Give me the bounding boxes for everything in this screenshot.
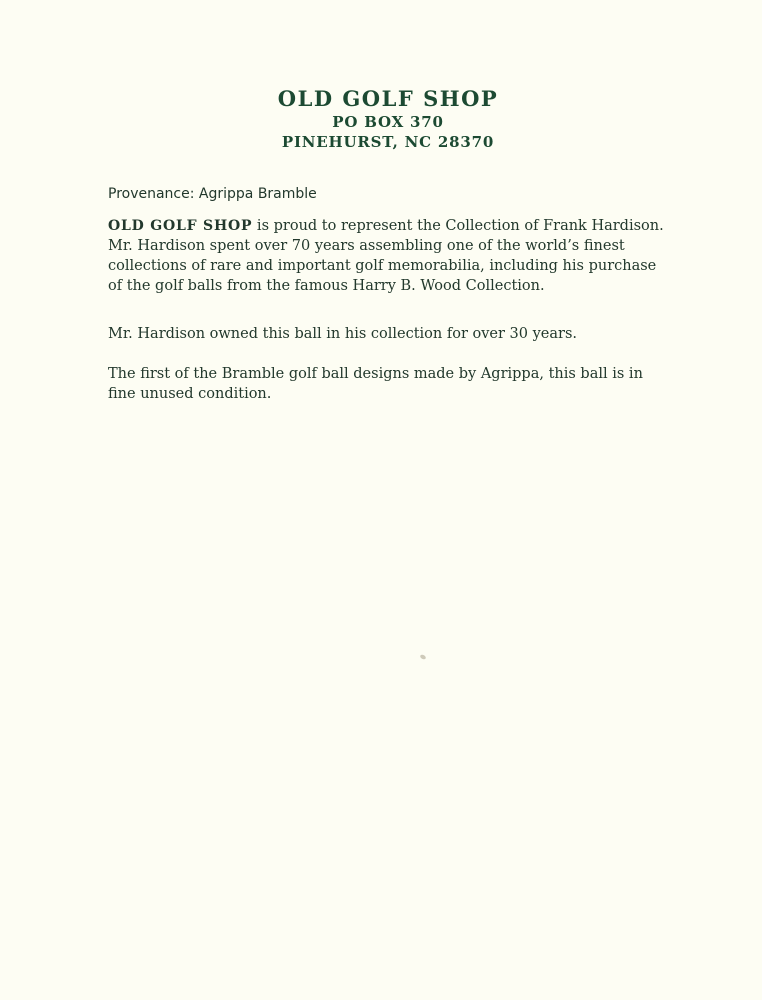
paper-speck bbox=[419, 654, 426, 660]
provenance-line: Provenance: Agrippa Bramble bbox=[108, 186, 317, 202]
address-line-2: PINEHURST, NC 28370 bbox=[281, 133, 495, 151]
shop-name-inline: OLD GOLF SHOP bbox=[108, 218, 253, 234]
letterhead bbox=[0, 86, 762, 152]
collection-paragraph-text: is proud to represent the Collection of Frank Hardison. Mr. Hardison spent over 70 years assembling one of the world’s finest collections of rare and important golf memorabilia, including his purchase of the golf balls from the famous Harry B. Wood Collection. bbox=[108, 218, 664, 294]
condition-paragraph: The first of the Bramble golf ball designs made by Agrippa, this ball is in fine unused condition. bbox=[108, 366, 643, 402]
shop-name-heading: OLD GOLF SHOP bbox=[277, 86, 499, 111]
collection-paragraph bbox=[108, 216, 668, 296]
ownership-paragraph: Mr. Hardison owned this ball in his collection for over 30 years. bbox=[108, 326, 577, 342]
address-line-1: PO BOX 370 bbox=[332, 113, 444, 131]
